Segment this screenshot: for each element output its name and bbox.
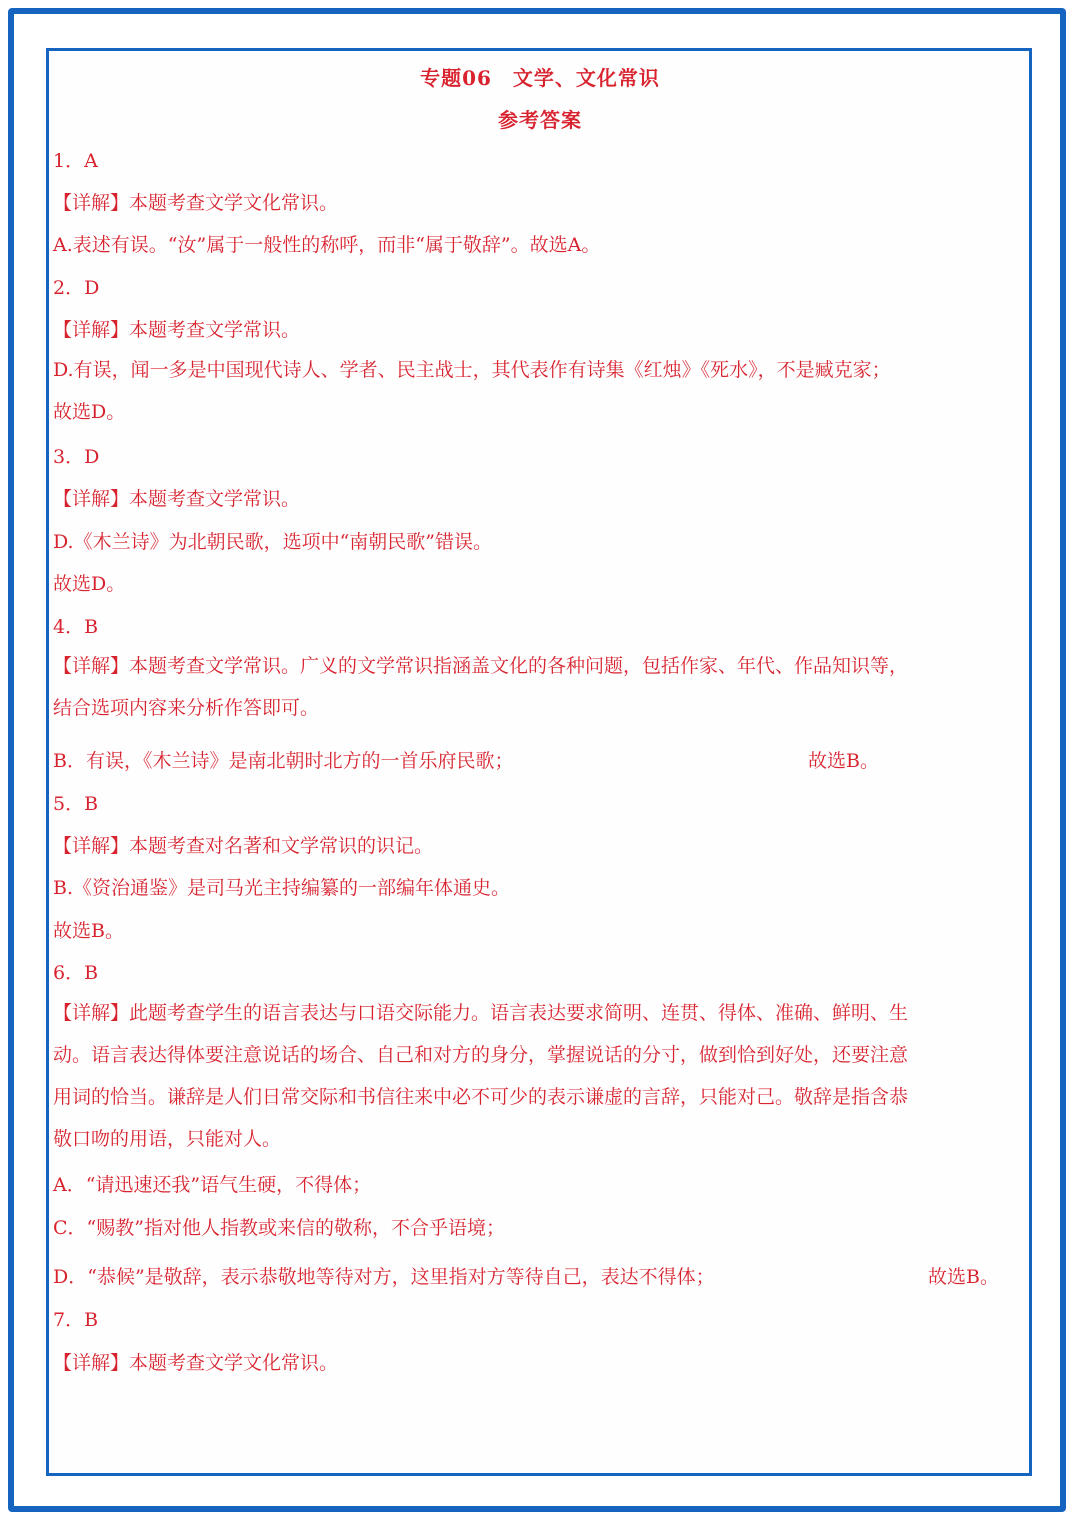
explanation-6-cont: 用词的恰当。谦辞是人们日常交际和书信往来中必不可少的表示谦虚的言辞，只能对己。敬辞是指含恭 bbox=[53, 1086, 909, 1108]
option-line: A.表述有误。“汝”属于一般性的称呼，而非“属于敬辞”。故选A。 bbox=[53, 234, 601, 256]
explanation-3: 【详解】本题考查文学常识。 bbox=[53, 488, 301, 510]
choice-tail: 故选B。 bbox=[928, 1266, 999, 1288]
explanation-6-cont: 动。语言表达得体要注意说话的场合、自己和对方的身分，掌握说话的分寸，做到恰到好处，还要注意 bbox=[53, 1044, 909, 1066]
document-title: 专题06 文学、文化常识 bbox=[420, 66, 660, 90]
option-line: D．“恭候”是敬辞，表示恭敬地等待对方，这里指对方等待自己，表达不得体； bbox=[53, 1266, 715, 1288]
explanation-5: 【详解】本题考查对名著和文学常识的识记。 bbox=[53, 835, 434, 857]
option-line: D.有误，闻一多是中国现代诗人、学者、民主战士，其代表作有诗集《红烛》《死水》，不是臧克家； bbox=[53, 359, 891, 381]
document-subtitle: 参考答案 bbox=[498, 108, 582, 132]
option-line: D.《木兰诗》为北朝民歌，选项中“南朝民歌”错误。 bbox=[53, 531, 493, 553]
answer-2: 2．D bbox=[53, 277, 100, 299]
explanation-2: 【详解】本题考查文学常识。 bbox=[53, 319, 301, 341]
explanation-6-cont: 敬口吻的用语，只能对人。 bbox=[53, 1128, 282, 1150]
explanation-6: 【详解】此题考查学生的语言表达与口语交际能力。语言表达要求简明、连贯、得体、准确、鲜明、生 bbox=[53, 1002, 909, 1024]
choice-line: 故选D。 bbox=[53, 401, 126, 423]
answer-6: 6．B bbox=[53, 962, 99, 984]
option-line: C．“赐教”指对他人指教或来信的敬称，不合乎语境； bbox=[53, 1217, 505, 1239]
option-line: B．有误，《木兰诗》是南北朝时北方的一首乐府民歌； bbox=[53, 750, 514, 772]
explanation-4-cont: 结合选项内容来分析作答即可。 bbox=[53, 697, 320, 719]
answer-4: 4．B bbox=[53, 616, 99, 638]
answer-1: 1．A bbox=[53, 150, 98, 172]
choice-tail: 故选B。 bbox=[808, 750, 879, 772]
explanation-7: 【详解】本题考查文学文化常识。 bbox=[53, 1352, 339, 1374]
choice-line: 故选D。 bbox=[53, 573, 126, 595]
answer-3: 3．D bbox=[53, 446, 100, 468]
answer-5: 5．B bbox=[53, 793, 99, 815]
option-line: B.《资治通鉴》是司马光主持编纂的一部编年体通史。 bbox=[53, 877, 511, 899]
option-line: A．“请迅速还我”语气生硬，不得体； bbox=[53, 1174, 372, 1196]
choice-line: 故选B。 bbox=[53, 920, 124, 942]
explanation-1: 【详解】本题考查文学文化常识。 bbox=[53, 192, 339, 214]
answer-7: 7．B bbox=[53, 1309, 99, 1331]
explanation-4: 【详解】本题考查文学常识。广义的文学常识指涵盖文化的各种问题，包括作家、年代、作品知识等， bbox=[53, 655, 909, 677]
